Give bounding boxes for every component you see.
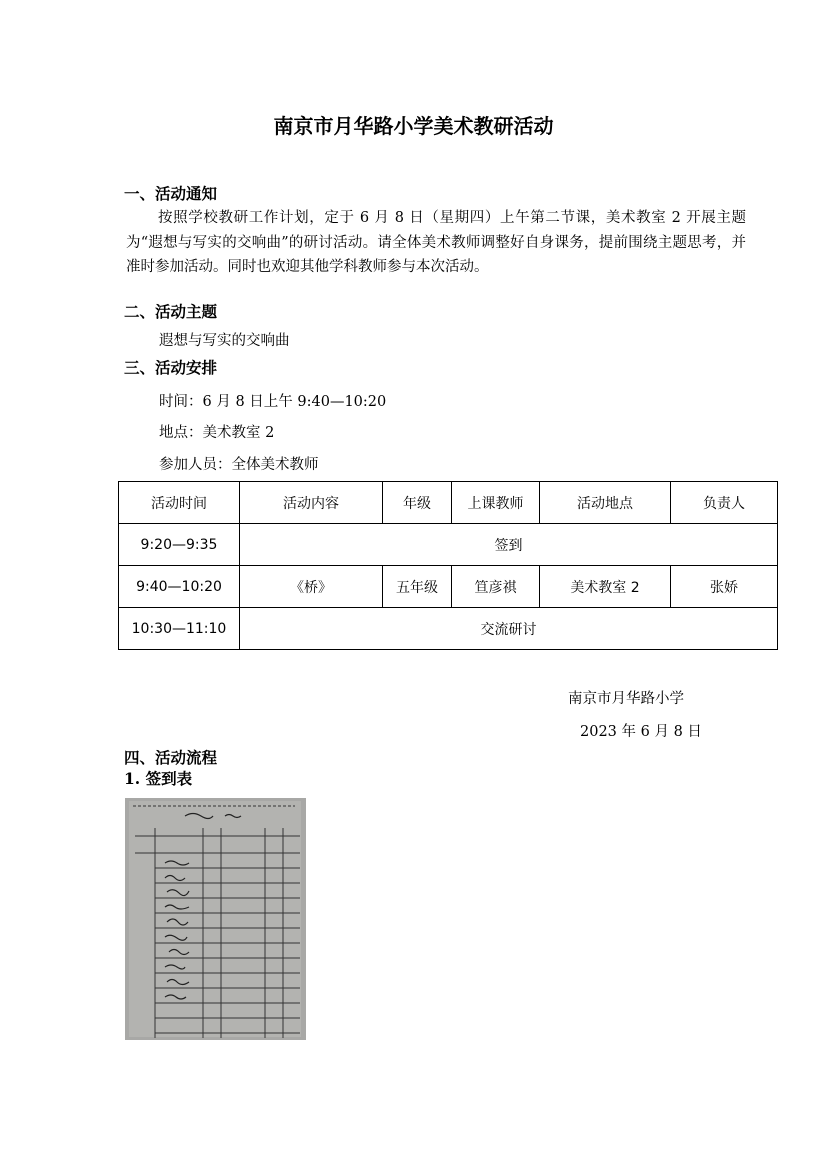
section-heading-theme: 二、活动主题 (124, 302, 218, 321)
schedule-place: 地点：美术教室 2 (159, 425, 275, 441)
grade-cell: 五年级 (383, 566, 452, 608)
theme-text: 遐想与写实的交响曲 (159, 333, 290, 349)
document-title: 南京市月华路小学美术教研活动 (273, 114, 554, 138)
header-cell: 上课教师 (452, 482, 540, 524)
owner-cell: 张娇 (671, 566, 778, 608)
content-cell: 交流研讨 (240, 608, 778, 650)
signature-org: 南京市月华路小学 (568, 691, 684, 707)
header-cell: 年级 (383, 482, 452, 524)
notice-paragraph: 按照学校教研工作计划，定于 6 月 8 日（星期四）上午第二节课，美术教室 2 开展主题为“遐想与写实的交响曲”的研讨活动。请全体美术教师调整好自身课务，提前围绕主题思考，并准时参加活动。同时也欢迎其他学科教师参与本次活动。 (126, 210, 746, 275)
section-heading-process: 四、活动流程 (124, 748, 218, 767)
time-cell: 9:20—9:35 (119, 524, 240, 566)
table-row (119, 524, 778, 566)
schedule-table (118, 481, 778, 650)
time-cell: 9:40—10:20 (119, 566, 240, 608)
place-cell: 美术教室 2 (540, 566, 671, 608)
content-cell: 签到 (240, 524, 778, 566)
section-heading-schedule: 三、活动安排 (124, 358, 218, 377)
table-row (119, 608, 778, 650)
header-cell: 活动地点 (540, 482, 671, 524)
header-cell: 活动时间 (119, 482, 240, 524)
table-header-row (119, 482, 778, 524)
teacher-cell: 笪彦祺 (452, 566, 540, 608)
schedule-participants: 参加人员：全体美术教师 (159, 457, 319, 473)
table-row (119, 566, 778, 608)
signature-date: 2023 年 6 月 8 日 (580, 724, 702, 740)
signin-sheet-label: 1. 签到表 (124, 769, 193, 788)
header-cell: 活动内容 (240, 482, 383, 524)
content-cell: 《桥》 (240, 566, 383, 608)
signin-sheet-photo (125, 798, 306, 1040)
header-cell: 负责人 (671, 482, 778, 524)
section-heading-notice: 一、活动通知 (124, 184, 218, 203)
signin-sheet-image (125, 798, 306, 1040)
schedule-time: 时间：6 月 8 日上午 9:40—10:20 (159, 394, 387, 410)
time-cell: 10:30—11:10 (119, 608, 240, 650)
